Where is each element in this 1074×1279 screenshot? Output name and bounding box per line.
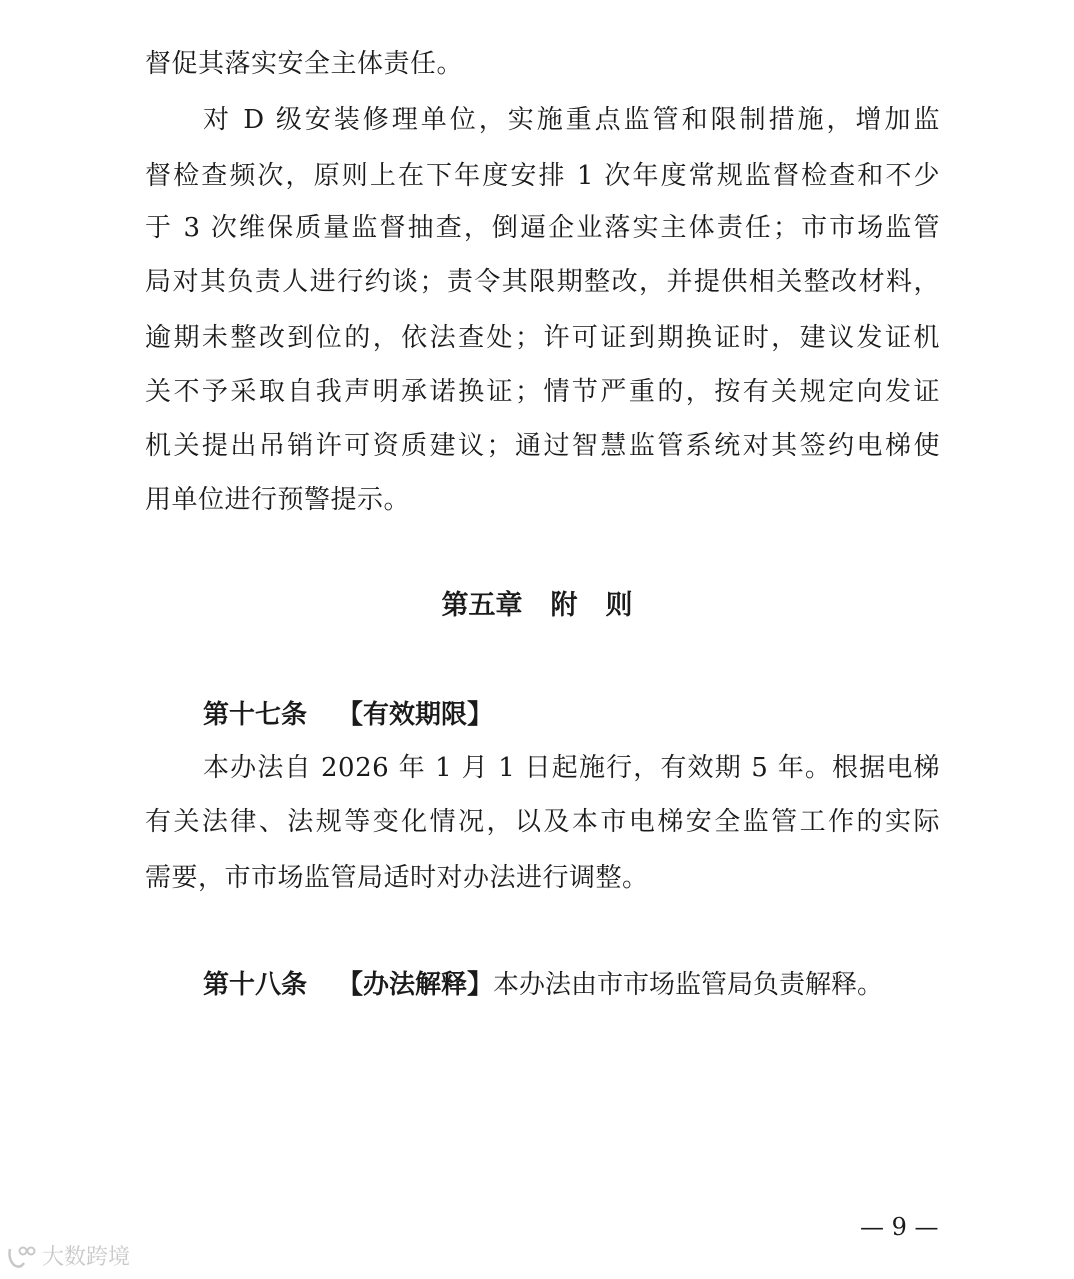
chapter-heading: [0, 588, 1074, 624]
text-line: 局对其负责人进行约谈；责令其限期整改，并提供相关整改材料，: [145, 267, 940, 297]
chapter-number: 第五章: [441, 590, 523, 621]
article-title: 【有效期限】: [337, 700, 494, 730]
text-line: 逾期未整改到位的，依法查处；许可证到期换证时，建议发证机: [145, 323, 940, 353]
watermark: [6, 1244, 130, 1272]
text-line: 于 3 次维保质量监督抽查，倒逼企业落实主体责任；市市场监管: [145, 213, 940, 243]
article-18-heading: [203, 968, 883, 1002]
article-body: 本办法由市市场监管局负责解释。: [493, 970, 884, 1000]
article-17-heading: [203, 698, 493, 732]
text-line: 督检查频次，原则上在下年度安排 1 次年度常规监督检查和不少: [145, 161, 940, 191]
text-line: 需要，市市场监管局适时对办法进行调整。: [145, 863, 649, 893]
text-line: 关不予采取自我声明承诺换证；情节严重的，按有关规定向发证: [145, 377, 940, 407]
article-title: 【办法解释】: [337, 970, 494, 1000]
article-number: 第十七条: [203, 700, 308, 730]
watermark-text: 大数跨境: [42, 1245, 131, 1270]
text-line: 有关法律、法规等变化情况，以及本市电梯安全监管工作的实际: [145, 807, 940, 837]
text-line: 督促其落实安全主体责任。: [145, 49, 464, 79]
chapter-title-part2: 则: [605, 590, 633, 621]
text-line: 对 D 级安装修理单位，实施重点监管和限制措施，增加监: [203, 105, 940, 135]
page-number: — 9 —: [860, 1213, 939, 1241]
chapter-title-part1: 附: [550, 590, 578, 621]
watermark-logo-icon: [6, 1245, 36, 1271]
text-line: 本办法自 2026 年 1 月 1 日起施行，有效期 5 年。根据电梯: [203, 753, 940, 783]
article-number: 第十八条: [203, 970, 308, 1000]
text-line: 机关提出吊销许可资质建议；通过智慧监管系统对其签约电梯使: [145, 431, 940, 461]
text-line: 用单位进行预警提示。: [145, 485, 411, 515]
